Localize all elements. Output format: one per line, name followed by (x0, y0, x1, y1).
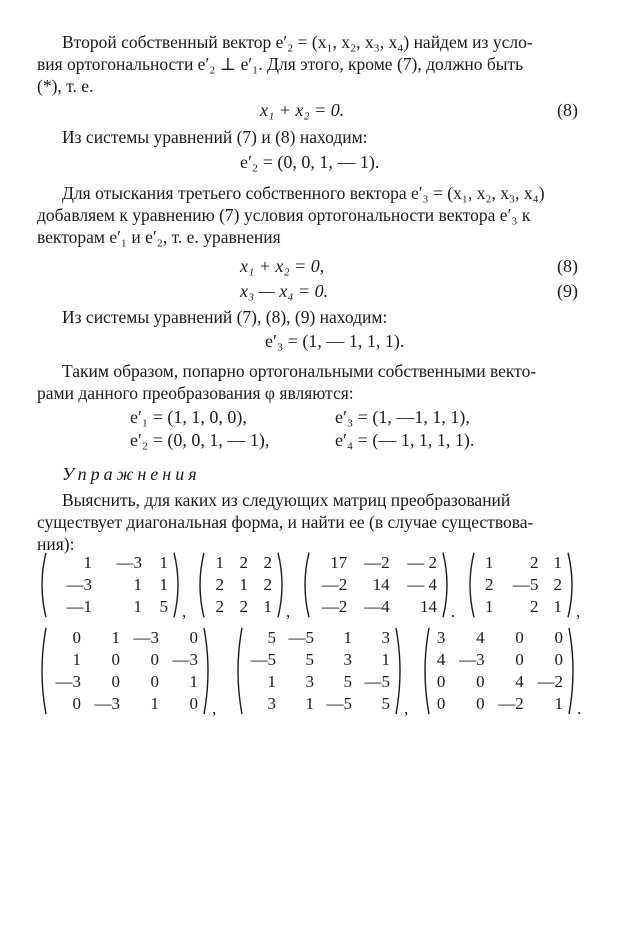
matrix-cell: —5 (288, 628, 314, 647)
matrix-cell: 1 (343, 628, 352, 647)
matrix-cell: 1 (554, 694, 563, 713)
matrix-cell: —5 (364, 672, 390, 691)
matrix-row (430, 671, 568, 693)
matrix-entries (47, 552, 173, 618)
matrix-cell: 0 (436, 694, 446, 713)
matrix-entries (475, 552, 567, 618)
matrix-cell: 5 (305, 650, 314, 669)
matrix-cell: 1 (189, 672, 198, 691)
matrix-cell: 5 (267, 628, 276, 647)
paragraph-line: существует диагональная форма, и найти ее (в случае существова- (37, 512, 534, 532)
matrix-cell: —3 (94, 694, 120, 713)
matrix-entries (243, 627, 395, 715)
matrix-cell: 2 (215, 575, 224, 594)
matrix-cell: 0 (554, 650, 563, 669)
equation-number: (9) (557, 281, 578, 301)
matrix (300, 552, 456, 621)
matrix-cell: 1 (239, 575, 248, 594)
matrix-cell: 0 (111, 650, 120, 669)
equation-8: x₁ + x₂ = 0. (260, 100, 345, 120)
matrix-cell: 0 (554, 628, 563, 647)
matrix-cell: 1 (159, 553, 168, 572)
matrix-cell: 1 (159, 575, 168, 594)
section-heading: Упражнения (62, 464, 201, 484)
matrix-row (205, 596, 277, 618)
equation-e2: e′₂ = (0, 0, 1, — 1). (240, 152, 380, 172)
paragraph-line: Для отыскания третьего собственного вектора e′₃ = (x₁, x₂, x₃, x₄) (62, 183, 545, 203)
matrix-row (475, 574, 567, 596)
left-paren (420, 627, 430, 715)
matrix-cell: 0 (150, 672, 159, 691)
matrix-row (205, 552, 277, 574)
left-paren (195, 552, 205, 618)
matrix-cell: —2 (537, 672, 563, 691)
matrix-cell: 1 (133, 575, 142, 594)
matrix-cell: — 4 (407, 575, 437, 594)
matrix-cell: —3 (116, 553, 142, 572)
matrix-cell: 3 (381, 628, 390, 647)
paragraph-line: рами данного преобразования φ являются: (37, 383, 354, 403)
matrix-cell: 0 (72, 628, 81, 647)
equation-number: (8) (557, 100, 578, 120)
paragraph-line: векторам e′₁ и e′₂, т. е. уравнения (37, 227, 281, 247)
matrix-row (430, 649, 568, 671)
matrix-cell: 1 (72, 650, 81, 669)
matrix-cell: 2 (239, 553, 248, 572)
matrix-row (243, 649, 395, 671)
left-paren (300, 552, 310, 618)
matrix-row (47, 693, 203, 715)
matrix (37, 552, 187, 621)
matrix (233, 627, 409, 718)
matrix-cell: —5 (326, 694, 352, 713)
matrix-row (310, 552, 442, 574)
matrix-cell: 2 (530, 553, 539, 572)
equation-number: (8) (557, 256, 578, 276)
matrix (465, 552, 581, 621)
matrix-cell: 3 (436, 628, 446, 647)
matrix-row (310, 574, 442, 596)
matrix-entries (205, 552, 277, 618)
matrix-punctuation: . (451, 602, 456, 621)
matrix-punctuation: , (286, 602, 291, 621)
matrix-cell: — 2 (407, 553, 437, 572)
matrix-cell: 5 (343, 672, 352, 691)
matrix-row (47, 574, 173, 596)
matrix-row (475, 596, 567, 618)
matrix-cell: 1 (133, 597, 142, 616)
matrix-row (205, 574, 277, 596)
matrix-row (475, 552, 567, 574)
matrix-cell: —1 (66, 597, 92, 616)
matrix-cell: —3 (133, 628, 159, 647)
matrix-cell: 0 (515, 628, 524, 647)
equation-8: x₁ + x₂ = 0, (240, 256, 325, 276)
matrix-cell: 0 (189, 694, 198, 713)
matrix-cell: 2 (553, 575, 562, 594)
matrix-cell: —5 (513, 575, 539, 594)
matrix-cell: 1 (305, 694, 314, 713)
paragraph-line: Таким образом, попарно ортогональными собственными векто- (62, 361, 537, 381)
matrix-row (47, 596, 173, 618)
matrix-row (243, 693, 395, 715)
matrix-cell: 4 (515, 672, 524, 691)
left-paren (37, 627, 47, 715)
paragraph-line: (*), т. е. (37, 76, 94, 96)
matrix-cell: 4 (436, 650, 446, 669)
matrix-cell: 2 (215, 597, 224, 616)
matrix-cell: 1 (83, 553, 92, 572)
matrix-cell: 1 (484, 597, 494, 616)
matrix-cell: 0 (476, 694, 485, 713)
matrix-cell: 1 (484, 553, 494, 572)
matrix-cell: 5 (381, 694, 390, 713)
matrix-cell: —2 (321, 597, 348, 616)
matrix-row (47, 552, 173, 574)
matrix-cell: 14 (420, 597, 437, 616)
matrix-cell: 2 (263, 575, 272, 594)
left-paren (37, 552, 47, 618)
matrix-row (243, 671, 395, 693)
matrix-cell: 2 (530, 597, 539, 616)
matrix-cell: 2 (239, 597, 248, 616)
matrix-row (47, 627, 203, 649)
matrix-cell: 0 (150, 650, 159, 669)
matrix-entries (47, 627, 203, 715)
paragraph-line: вия ортогональности e′₂ ⊥ e′₁. Для этого, кроме (7), должно быть (37, 54, 524, 74)
matrix-row (430, 627, 568, 649)
matrix-cell: 1 (111, 628, 120, 647)
paragraph-line: ния): (37, 534, 75, 554)
paragraph-line: Второй собственный вектор e′₂ = (x₁, x₂, x₃, x₄) найдем из усло- (62, 32, 533, 52)
matrix-cell: 0 (111, 672, 120, 691)
vector-e3: e′₃ = (1, —1, 1, 1), (335, 407, 470, 427)
matrix (37, 627, 217, 718)
matrix-cell: —4 (364, 597, 390, 616)
matrix-row (310, 596, 442, 618)
matrix-cell: 5 (159, 597, 168, 616)
matrix-cell: —2 (321, 575, 348, 594)
matrix-cell: —5 (250, 650, 276, 669)
matrix-punctuation: . (577, 699, 582, 718)
matrix-cell: —3 (66, 575, 92, 594)
matrix-row (243, 627, 395, 649)
matrix-punctuation: , (182, 602, 187, 621)
matrix-cell: 1 (553, 553, 562, 572)
matrix-cell: 1 (267, 672, 276, 691)
matrix-cell: 1 (553, 597, 562, 616)
matrix-cell: 0 (72, 694, 81, 713)
matrix-cell: 1 (150, 694, 159, 713)
matrix-cell: —2 (498, 694, 524, 713)
matrix-entries (430, 627, 568, 715)
matrix-cell: 1 (381, 650, 390, 669)
vector-e2: e′₂ = (0, 0, 1, — 1), (130, 430, 270, 450)
equation-9: x₃ — x₄ = 0. (240, 281, 329, 301)
matrix-row (47, 671, 203, 693)
matrix-cell: 4 (476, 628, 485, 647)
matrix-cell: —3 (459, 650, 485, 669)
matrix-cell: —3 (55, 672, 81, 691)
matrix-cell: 2 (484, 575, 494, 594)
paragraph-line: Из системы уравнений (7) и (8) находим: (62, 127, 368, 147)
matrix-punctuation: , (576, 602, 581, 621)
matrix-cell: 0 (189, 628, 198, 647)
matrix-punctuation: , (404, 699, 409, 718)
matrix-cell: 17 (330, 553, 348, 572)
matrix-cell: —2 (364, 553, 390, 572)
paragraph-line: Выяснить, для каких из следующих матриц преобразований (62, 490, 511, 510)
vector-e4: e′₄ = (— 1, 1, 1, 1). (335, 430, 475, 450)
matrix-cell: 14 (372, 575, 390, 594)
paragraph-line: Из системы уравнений (7), (8), (9) находим: (62, 307, 388, 327)
matrix-cell: 3 (267, 694, 276, 713)
matrix-row (47, 649, 203, 671)
left-paren (465, 552, 475, 618)
matrix (195, 552, 291, 621)
matrix-row (430, 693, 568, 715)
matrix-cell: —3 (172, 650, 198, 669)
matrix-cell: 2 (263, 553, 272, 572)
matrix-punctuation: , (212, 699, 217, 718)
matrix-cell: 3 (343, 650, 352, 669)
matrix-entries (310, 552, 442, 618)
matrix (420, 627, 582, 718)
matrix-cell: 1 (263, 597, 272, 616)
equation-e3: e′₃ = (1, — 1, 1, 1). (265, 331, 405, 351)
paragraph-line: добавляем к уравнению (7) условия ортогональности вектора e′₃ к (37, 205, 531, 225)
matrix-cell: 0 (515, 650, 524, 669)
left-paren (233, 627, 243, 715)
vector-e1: e′₁ = (1, 1, 0, 0), (130, 407, 247, 427)
matrix-cell: 3 (305, 672, 314, 691)
matrix-cell: 0 (436, 672, 446, 691)
matrix-cell: 1 (215, 553, 224, 572)
matrix-cell: 0 (476, 672, 485, 691)
